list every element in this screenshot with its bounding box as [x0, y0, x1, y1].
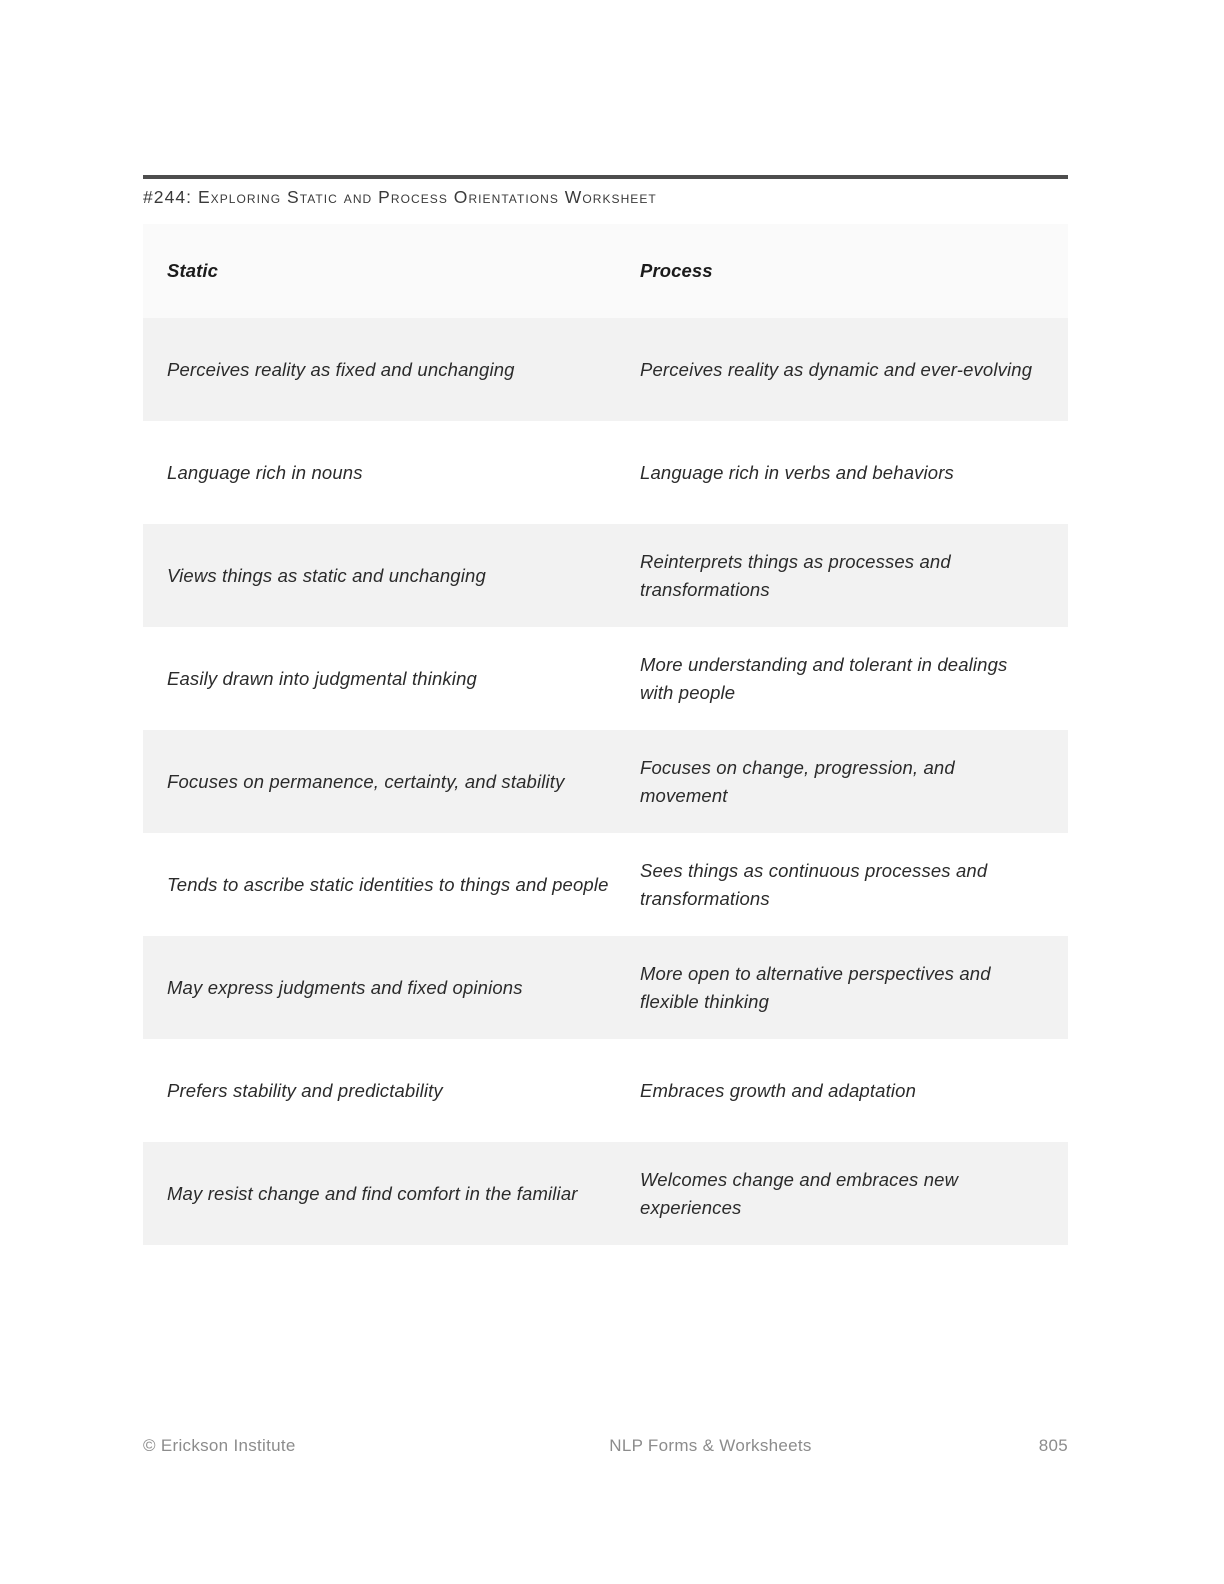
- column-header-static: [143, 260, 640, 282]
- table-cell-text: Sees things as continuous processes and transformations: [640, 859, 988, 909]
- table-cell-text: Focuses on permanence, certainty, and stability: [167, 770, 565, 792]
- footer-section-title: NLP Forms & Worksheets: [609, 1436, 812, 1455]
- table-cell-static: [143, 1180, 640, 1208]
- table-cell-static: [143, 974, 640, 1002]
- table-cell-process: [640, 857, 1068, 913]
- table-cell-static: [143, 459, 640, 487]
- footer-page-number: 805: [1038, 1436, 1068, 1455]
- column-header-process: [640, 260, 1068, 282]
- table-cell-process: [640, 754, 1068, 810]
- worksheet-page: [143, 0, 1068, 1584]
- table-cell-text: May resist change and find comfort in the familiar: [167, 1182, 578, 1204]
- table-row: [143, 833, 1068, 936]
- column-header-static-label: Static: [167, 260, 218, 281]
- table-cell-text: More understanding and tolerant in dealings with people: [640, 653, 1008, 703]
- table-row: [143, 936, 1068, 1039]
- column-header-process-label: Process: [640, 260, 713, 281]
- table-cell-process: [640, 459, 1068, 487]
- table-cell-static: [143, 356, 640, 384]
- table-cell-text: More open to alternative perspectives and flexible thinking: [640, 962, 991, 1012]
- table-cell-process: [640, 651, 1068, 707]
- table-cell-text: Embraces growth and adaptation: [640, 1079, 917, 1101]
- table-row: [143, 318, 1068, 421]
- table-header-row: [143, 224, 1068, 318]
- comparison-table: [143, 224, 1068, 1245]
- page-title: #244: Exploring Static and Process Orientations Worksheet: [143, 187, 657, 207]
- table-cell-process: [640, 960, 1068, 1016]
- table-cell-text: May express judgments and fixed opinions: [167, 976, 523, 998]
- table-cell-text: Language rich in nouns: [167, 461, 363, 483]
- table-cell-text: Views things as static and unchanging: [167, 564, 486, 586]
- page-footer: [143, 1436, 1068, 1456]
- table-row: [143, 730, 1068, 833]
- table-row: [143, 421, 1068, 524]
- table-cell-static: [143, 665, 640, 693]
- table-cell-process: [640, 356, 1068, 384]
- table-cell-text: Reinterprets things as processes and transformations: [640, 550, 951, 600]
- table-row: [143, 524, 1068, 627]
- table-cell-text: Language rich in verbs and behaviors: [640, 461, 954, 483]
- table-cell-text: Focuses on change, progression, and movement: [640, 756, 955, 806]
- table-cell-process: [640, 1166, 1068, 1222]
- table-cell-text: Easily drawn into judgmental thinking: [167, 667, 477, 689]
- header-rule: [143, 175, 1068, 179]
- table-cell-text: Tends to ascribe static identities to things and people: [167, 873, 609, 895]
- table-cell-process: [640, 1077, 1068, 1105]
- table-cell-text: Perceives reality as dynamic and ever-evolving: [640, 358, 1033, 380]
- table-cell-text: Welcomes change and embraces new experiences: [640, 1168, 959, 1218]
- table-cell-static: [143, 768, 640, 796]
- table-cell-static: [143, 562, 640, 590]
- footer-copyright: © Erickson Institute: [143, 1436, 296, 1455]
- table-row: [143, 627, 1068, 730]
- table-row: [143, 1142, 1068, 1245]
- table-cell-text: Perceives reality as fixed and unchanging: [167, 358, 515, 380]
- table-cell-static: [143, 1077, 640, 1105]
- table-row: [143, 1039, 1068, 1142]
- table-cell-process: [640, 548, 1068, 604]
- table-cell-static: [143, 871, 640, 899]
- table-cell-text: Prefers stability and predictability: [167, 1079, 443, 1101]
